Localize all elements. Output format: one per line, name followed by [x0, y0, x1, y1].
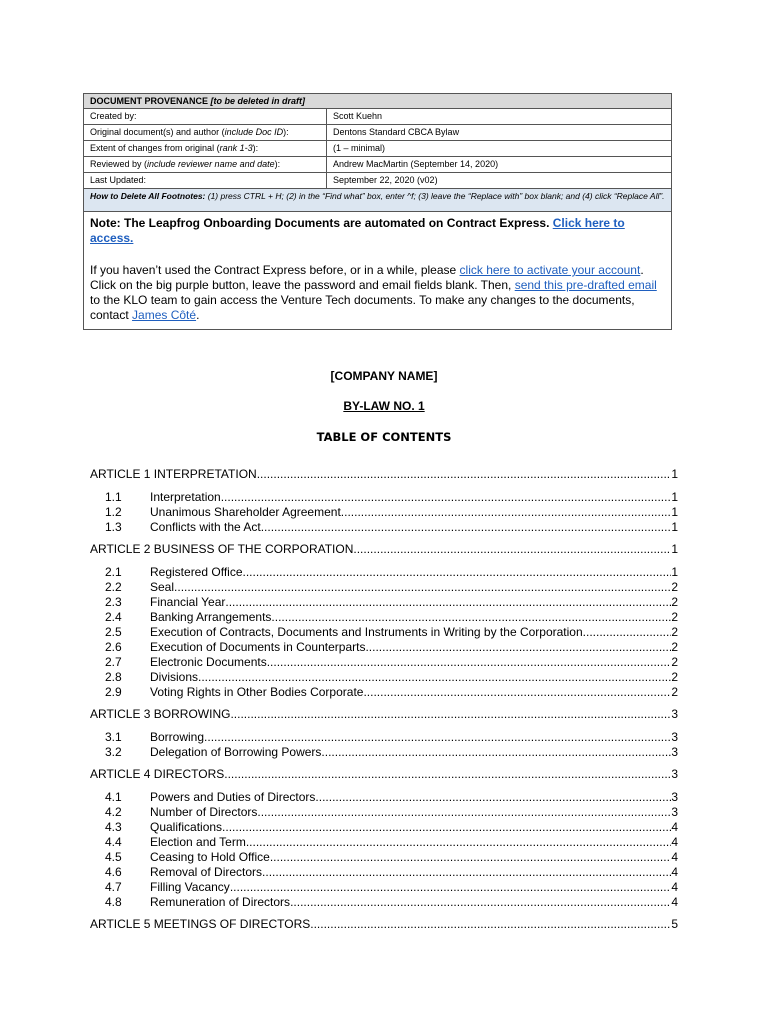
toc-entry-page: 1	[671, 520, 678, 534]
toc-entry-page: 1	[671, 467, 678, 481]
toc-entry-title: Qualifications	[150, 820, 223, 834]
toc-leader-dots	[310, 917, 671, 932]
toc-leader-dots	[321, 745, 671, 760]
toc-entry-page: 2	[671, 595, 678, 609]
toc-entry-title: Conflicts with the Act	[150, 520, 261, 534]
provenance-key: Original document(s) and author (include Doc ID):	[84, 125, 327, 140]
toc-article-entry[interactable]	[90, 767, 678, 782]
toc-section-entry[interactable]	[90, 745, 678, 760]
toc-leader-dots	[267, 655, 672, 670]
toc-entry-title: Unanimous Shareholder Agreement	[150, 505, 341, 519]
toc-section-entry[interactable]	[90, 895, 678, 910]
toc-section-entry[interactable]	[90, 790, 678, 805]
toc-entry-page: 3	[671, 805, 678, 819]
toc-entry-page: 2	[671, 625, 678, 639]
toc-section-entry[interactable]	[90, 730, 678, 745]
toc-entry-title: Number of Directors	[150, 805, 258, 819]
provenance-row	[84, 125, 671, 141]
toc-entry-number: 2.7	[105, 655, 122, 669]
provenance-heading-note: [to be deleted in draft]	[210, 96, 306, 106]
toc-entry-page: 3	[671, 707, 678, 721]
footnote-instructions	[84, 189, 671, 212]
provenance-row	[84, 157, 671, 173]
provenance-key: Reviewed by (include reviewer name and date):	[84, 157, 327, 172]
note-body	[90, 263, 665, 323]
provenance-heading	[84, 94, 671, 109]
provenance-value: September 22, 2020 (v02)	[333, 175, 438, 185]
toc-entry-number: 3.1	[105, 730, 122, 744]
toc-leader-dots	[353, 542, 671, 557]
toc-entry-number: 4.5	[105, 850, 122, 864]
toc-leader-dots	[271, 610, 671, 625]
toc-entry-title: Registered Office	[150, 565, 243, 579]
provenance-key: Extent of changes from original (rank 1-3):	[84, 141, 327, 156]
toc-section-entry[interactable]	[90, 610, 678, 625]
toc-entry-page: 2	[671, 655, 678, 669]
note-line	[90, 216, 665, 246]
toc-leader-dots	[365, 640, 671, 655]
toc-leader-dots	[198, 670, 671, 685]
toc-entry-title: Interpretation	[150, 490, 221, 504]
toc-entry-number: 1.1	[105, 490, 122, 504]
toc-entry-number: 2.4	[105, 610, 122, 624]
contact-james-cote-link[interactable]: James Côté	[132, 308, 197, 322]
toc-section-entry[interactable]	[90, 865, 678, 880]
toc-section-entry[interactable]	[90, 805, 678, 820]
toc-section-entry[interactable]	[90, 835, 678, 850]
toc-leader-dots	[246, 835, 671, 850]
provenance-row	[84, 109, 671, 125]
note-label: Note	[90, 216, 117, 230]
toc-section-entry[interactable]	[90, 580, 678, 595]
toc-entry-page: 2	[671, 610, 678, 624]
toc-entry-number: 4.3	[105, 820, 122, 834]
toc-leader-dots	[341, 505, 672, 520]
toc-leader-dots	[257, 805, 671, 820]
toc-entry-page: 2	[671, 685, 678, 699]
toc-leader-dots	[230, 880, 672, 895]
toc-leader-dots	[261, 520, 672, 535]
toc-leader-dots	[221, 490, 672, 505]
toc-entry-number: 1.3	[105, 520, 122, 534]
toc-section-entry[interactable]	[90, 520, 678, 535]
toc-entry-page: 1	[671, 542, 678, 556]
note-box	[84, 212, 671, 329]
toc-section-entry[interactable]	[90, 640, 678, 655]
toc-leader-dots	[583, 625, 672, 640]
toc-section-entry[interactable]	[90, 820, 678, 835]
toc-heading: TABLE OF CONTENTS	[316, 430, 452, 444]
toc-entry-number: 2.9	[105, 685, 122, 699]
toc-entry-title: Filling Vacancy	[150, 880, 230, 894]
toc-leader-dots	[243, 565, 672, 580]
toc-entry-title: ARTICLE 5 MEETINGS OF DIRECTORS	[90, 917, 311, 931]
toc-leader-dots	[174, 580, 671, 595]
toc-entry-page: 3	[671, 790, 678, 804]
toc-entry-title: Banking Arrangements	[150, 610, 272, 624]
toc-entry-number: 2.5	[105, 625, 122, 639]
toc-entry-title: Electronic Documents	[150, 655, 267, 669]
toc-entry-page: 4	[671, 820, 678, 834]
toc-section-entry[interactable]	[90, 880, 678, 895]
toc-entry-title: Ceasing to Hold Office	[150, 850, 270, 864]
note-body-text: .	[196, 308, 200, 322]
toc-entry-page: 3	[671, 745, 678, 759]
toc-section-entry[interactable]	[90, 595, 678, 610]
note-body-text: to the KLO team to gain access the Venture Tech documents. To make any changes to the documents, contact	[90, 293, 635, 322]
provenance-row	[84, 141, 671, 157]
toc-article-entry[interactable]	[90, 707, 678, 722]
toc-entry-title: Divisions	[150, 670, 199, 684]
toc-leader-dots	[262, 865, 671, 880]
note-text: : The Leapfrog Onboarding Documents are automated on Contract Express.	[116, 216, 553, 230]
contract-express-access-link[interactable]: Click here to access.	[90, 216, 625, 245]
toc-leader-dots	[270, 850, 671, 865]
toc-entry-title: ARTICLE 3 BORROWING	[90, 707, 231, 721]
toc-entry-number: 4.2	[105, 805, 122, 819]
toc-entry-title: Removal of Directors	[150, 865, 263, 879]
company-name: [COMPANY NAME]	[330, 369, 438, 383]
toc-section-entry[interactable]	[90, 850, 678, 865]
provenance-key: Created by:	[84, 109, 327, 124]
toc-entry-page: 2	[671, 640, 678, 654]
toc-leader-dots	[204, 730, 671, 745]
toc-section-entry[interactable]	[90, 490, 678, 505]
toc-section-entry[interactable]	[90, 565, 678, 580]
toc-entry-number: 4.7	[105, 880, 122, 894]
toc-article-entry[interactable]	[90, 917, 678, 932]
toc-leader-dots	[363, 685, 671, 700]
toc-entry-title: Delegation of Borrowing Powers	[150, 745, 322, 759]
provenance-row	[84, 173, 671, 189]
toc-entry-title: Remuneration of Directors	[150, 895, 291, 909]
provenance-value: Dentons Standard CBCA Bylaw	[333, 127, 460, 137]
toc-entry-page: 1	[671, 565, 678, 579]
toc-entry-title: Borrowing	[150, 730, 205, 744]
toc-article-entry[interactable]	[90, 542, 678, 557]
toc-section-entry[interactable]	[90, 655, 678, 670]
toc-entry-title: Powers and Duties of Directors	[150, 790, 316, 804]
toc-entry-title: Seal	[150, 580, 175, 594]
toc-leader-dots	[230, 707, 671, 722]
toc-entry-page: 4	[671, 880, 678, 894]
toc-leader-dots	[224, 767, 671, 782]
provenance-value: (1 – minimal)	[333, 143, 386, 153]
pre-drafted-email-link[interactable]: send this pre-drafted email	[514, 278, 657, 292]
toc-entry-number: 2.3	[105, 595, 122, 609]
provenance-value: Andrew MacMartin (September 14, 2020)	[333, 159, 499, 169]
toc-entry-page: 2	[671, 580, 678, 594]
toc-entry-number: 2.2	[105, 580, 122, 594]
toc-entry-number: 4.4	[105, 835, 122, 849]
toc-entry-page: 3	[671, 767, 678, 781]
provenance-table	[83, 93, 672, 330]
toc-entry-number: 4.6	[105, 865, 122, 879]
toc-entry-number: 4.1	[105, 790, 122, 804]
note-body-text: . Click on the big purple button, leave the password and email fields blank. Then,	[90, 263, 644, 292]
provenance-heading-text: DOCUMENT PROVENANCE	[90, 96, 209, 106]
toc-section-entry[interactable]	[90, 625, 678, 640]
toc-entry-page: 4	[671, 895, 678, 909]
toc-leader-dots	[315, 790, 671, 805]
toc-entry-page: 4	[671, 865, 678, 879]
toc-entry-title: ARTICLE 1 INTERPRETATION	[90, 467, 257, 481]
toc-entry-title: ARTICLE 4 DIRECTORS	[90, 767, 225, 781]
toc-entry-title: ARTICLE 2 BUSINESS OF THE CORPORATION	[90, 542, 354, 556]
toc-entry-number: 2.8	[105, 670, 122, 684]
toc-entry-number: 3.2	[105, 745, 122, 759]
toc-entry-page: 3	[671, 730, 678, 744]
provenance-rows	[84, 109, 671, 189]
toc-section-entry[interactable]	[90, 670, 678, 685]
toc-entry-number: 1.2	[105, 505, 122, 519]
toc-entry-page: 4	[671, 850, 678, 864]
toc-leader-dots	[225, 595, 671, 610]
toc-article-entry[interactable]	[90, 467, 678, 482]
footnote-label: How to Delete All Footnotes:	[90, 191, 206, 201]
toc-section-entry[interactable]	[90, 685, 678, 700]
toc-entry-page: 2	[671, 670, 678, 684]
footnote-text: (1) press CTRL + H; (2) in the “Find what” box, enter ^f; (3) leave the “Replace with” box blank; and (4) click “Replace All”.	[205, 191, 665, 201]
toc-entry-title: Execution of Documents in Counterparts	[150, 640, 366, 654]
provenance-value: Scott Kuehn	[333, 111, 383, 121]
provenance-key: Last Updated:	[84, 173, 327, 188]
toc-leader-dots	[290, 895, 671, 910]
bylaw-title: BY-LAW NO. 1	[343, 399, 425, 413]
toc-entry-page: 1	[671, 505, 678, 519]
activate-account-link[interactable]: click here to activate your account	[459, 263, 641, 277]
toc-leader-dots	[222, 820, 671, 835]
toc-entry-number: 4.8	[105, 895, 122, 909]
toc-entry-title: Election and Term	[150, 835, 246, 849]
toc-entry-number: 2.6	[105, 640, 122, 654]
toc-entry-title: Execution of Contracts, Documents and Instruments in Writing by the Corporation	[150, 625, 583, 639]
toc-entry-page: 1	[671, 490, 678, 504]
toc-section-entry[interactable]	[90, 505, 678, 520]
toc-leader-dots	[257, 467, 672, 482]
toc-entry-page: 5	[671, 917, 678, 931]
toc-entry-page: 4	[671, 835, 678, 849]
toc-entry-number: 2.1	[105, 565, 122, 579]
toc-entry-title: Financial Year	[150, 595, 226, 609]
note-body-text: If you haven’t used the Contract Express before, or in a while, please	[90, 263, 460, 277]
toc-entry-title: Voting Rights in Other Bodies Corporate	[150, 685, 364, 699]
